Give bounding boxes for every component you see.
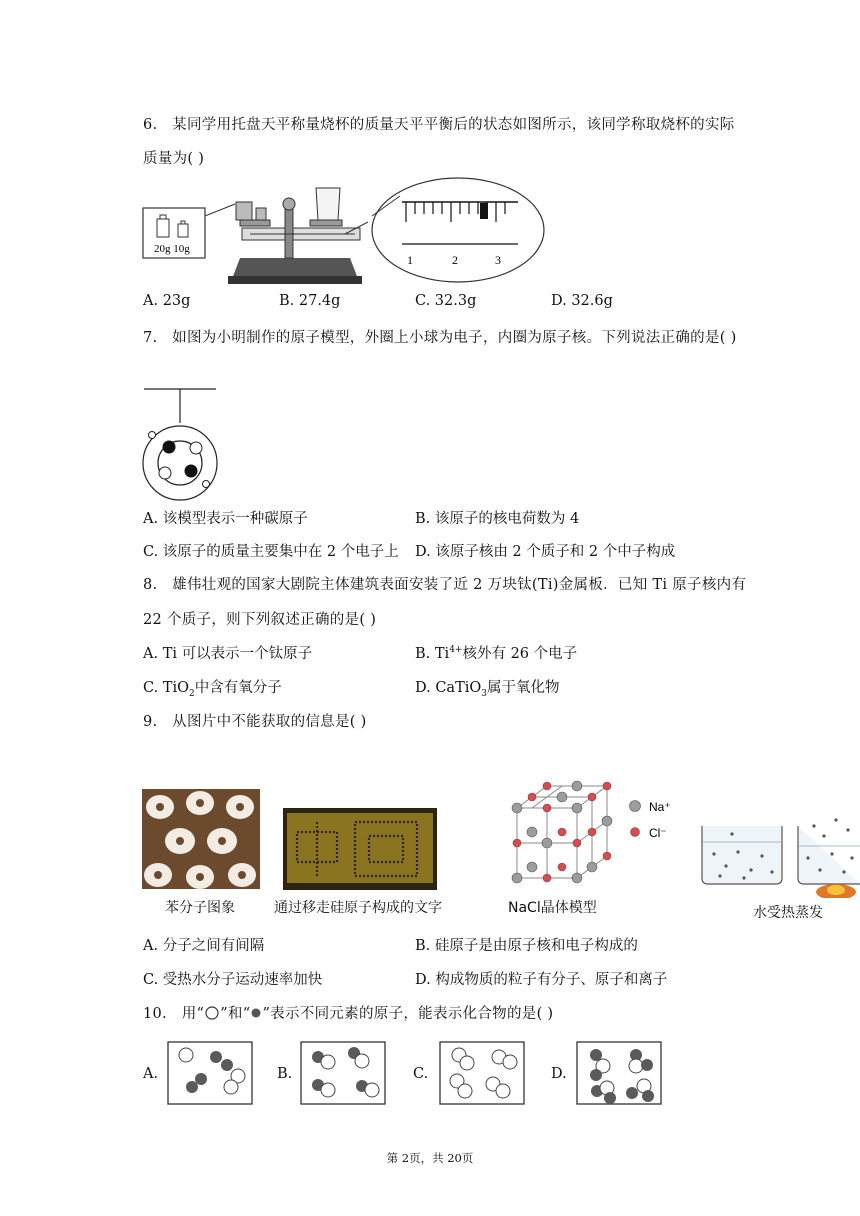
q6-option-a[interactable]: A. 23g [143, 293, 191, 309]
q6-line2: 质量为( ) [143, 151, 205, 167]
q10-option-b-label[interactable]: B. [277, 1066, 293, 1082]
q9-option-d[interactable]: D. 构成物质的粒子有分子、原子和离子 [415, 972, 668, 988]
q8-line1: 8. 雄伟壮观的国家大剧院主体建筑表面安装了近 2 万块钛(Ti)金属板．已知 Ti 原子核内有 [143, 577, 747, 593]
weights-label: 20g 10g [154, 243, 190, 255]
filled-circle-icon [250, 1006, 262, 1020]
q8-option-c[interactable]: C. TiO$_2$中含有氧分子 [143, 680, 282, 699]
q7-line1: 7. 如图为小明制作的原子模型，外圈上小球为电子，内圈为原子核。下列说法正确的是( ) [143, 330, 737, 346]
legend-cl: Cl⁻ [649, 826, 667, 840]
q7-option-b[interactable]: B. 该原子的核电荷数为 4 [415, 511, 580, 527]
legend-na: Na⁺ [649, 800, 671, 814]
q10-option-b-box[interactable] [300, 1041, 386, 1105]
page-footer: 第 2页，共 20页 [386, 1151, 474, 1165]
q10-line1: 10. 用“ ”和“ ”表示不同元素的原子，能表示化合物的是( ) [143, 1006, 554, 1022]
water-evaporation-image [696, 812, 860, 898]
benzene-image [142, 789, 260, 889]
balance-figure [140, 176, 550, 286]
q7-option-c[interactable]: C. 该原子的质量主要集中在 2 个电子上 [143, 544, 399, 560]
ruler-tick-1: 1 [407, 253, 413, 267]
q8-option-a[interactable]: A. Ti 可以表示一个钛原子 [143, 646, 313, 662]
ruler-tick-3: 3 [495, 253, 501, 267]
q9-option-a[interactable]: A. 分子之间有间隔 [143, 938, 265, 954]
q10-option-d-box[interactable] [576, 1041, 662, 1105]
q9-line1: 9. 从图片中不能获取的信息是( ) [143, 714, 367, 730]
q9-option-b[interactable]: B. 硅原子是由原子核和电子构成的 [415, 938, 638, 954]
open-circle-icon [204, 1006, 220, 1020]
caption-silicon: 通过移走硅原子构成的文字 [274, 900, 442, 916]
q6-line1: 6. 某同学用托盘天平称量烧杯的质量天平平衡后的状态如图所示，该同学称取烧杯的实际 [143, 117, 735, 133]
q10-option-c-label[interactable]: C. [413, 1066, 429, 1082]
q10-option-a-box[interactable] [167, 1041, 253, 1105]
q7-option-a[interactable]: A. 该模型表示一种碳原子 [143, 511, 308, 527]
q8-line2: 22 个质子，则下列叙述正确的是( ) [143, 612, 377, 628]
q7-option-d[interactable]: D. 该原子核由 2 个质子和 2 个中子构成 [415, 544, 676, 560]
silicon-text-image [283, 808, 437, 890]
q6-option-b[interactable]: B. 27.4g [279, 293, 341, 309]
q6-option-d[interactable]: D. 32.6g [551, 293, 613, 309]
q8-option-b[interactable]: B. $Ti^{4+}$核外有 26 个电子 [415, 645, 578, 662]
atom-model-figure [140, 383, 220, 503]
caption-benzene: 苯分子图象 [165, 900, 235, 916]
q10-option-d-label[interactable]: D. [551, 1066, 567, 1082]
nacl-crystal-image [495, 778, 680, 890]
q9-option-c[interactable]: C. 受热水分子运动速率加快 [143, 972, 323, 988]
ruler-tick-2: 2 [452, 253, 458, 267]
q6-option-c[interactable]: C. 32.3g [415, 293, 477, 309]
q10-option-c-box[interactable] [439, 1041, 525, 1105]
caption-water: 水受热蒸发 [753, 905, 823, 921]
caption-nacl: NaCl晶体模型 [508, 900, 597, 916]
q10-option-a-label[interactable]: A. [143, 1066, 159, 1082]
q8-option-d[interactable]: D. CaTiO$_3$属于氧化物 [415, 680, 560, 699]
